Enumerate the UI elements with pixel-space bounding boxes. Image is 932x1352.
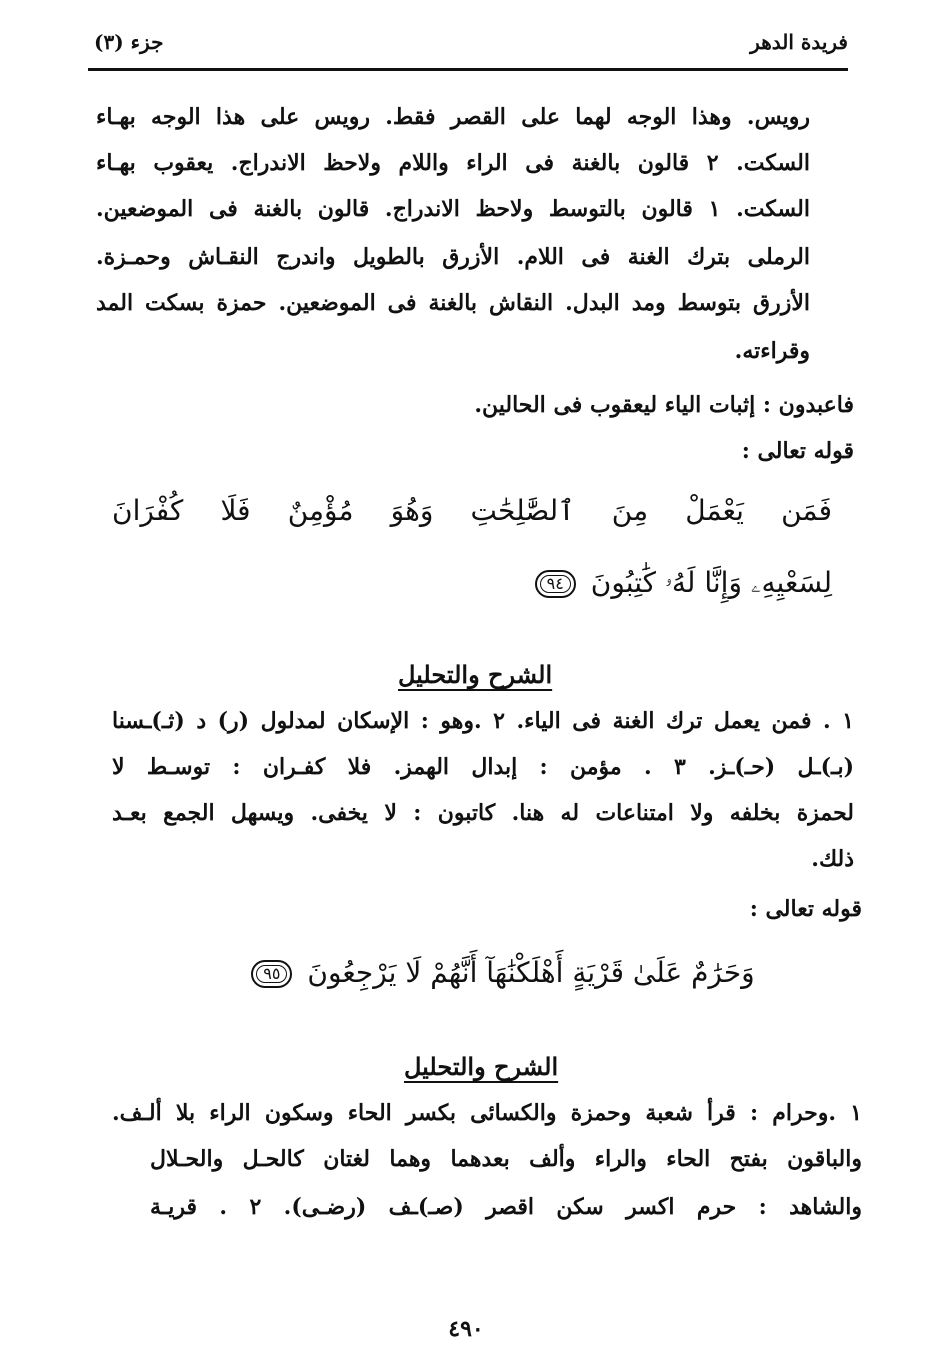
text-line: قوله تعالى : — [741, 438, 854, 464]
paragraph-1 — [96, 104, 810, 384]
text-line: ١ .وحرام : قرأ شعبة وحمزة والكسائى بكسر الحاء وسكون الراء بلا ألـف. — [112, 1100, 862, 1126]
verse-95-line-1 — [226, 956, 780, 989]
verse-94-text: لِسَعْيِهِۦ وَإِنَّا لَهُۥ كَٰتِبُونَ — [590, 566, 832, 599]
text-line: قوله تعالى : — [749, 896, 862, 922]
verse-94-line-2 — [478, 566, 832, 600]
text-line: السكت. ١ قالون بالتوسط ولاحظ الاندراج. قالون بالغنة فى الموضعين. — [96, 196, 810, 222]
verse-intro — [600, 438, 854, 474]
text-line: ذلك. — [811, 846, 854, 872]
page-number: ٤٩٠ — [448, 1316, 484, 1342]
text-line: فاعبدون : إثبات الياء ليعقوب فى الحالين. — [474, 392, 854, 418]
explanation-2 — [112, 1100, 862, 1240]
section-heading: الشرح والتحليل — [404, 1052, 559, 1081]
text-line: السكت. ٢ قالون بالغنة فى الراء واللام ولاحظ الاندراج. يعقوب بهـاء — [96, 150, 811, 176]
verse-94-line-1: فَمَن يَعْمَلْ مِنَ ٱلصَّٰلِحَٰتِ وَهُوَ مُؤْمِنٌ فَلَا كُفْرَانَ — [112, 494, 832, 527]
text-line: والشاهد : حرم اكسر سكن اقصر (صـ)ـف (رضـى). ٢ . قريـة — [150, 1194, 862, 1220]
verse-95-text: وَحَرَٰمٌ عَلَىٰ قَرْيَةٍ أَهْلَكْنَٰهَآ أَنَّهُمْ لَا يَرْجِعُونَ — [307, 956, 755, 989]
volume-label: جزء (٣) — [94, 30, 164, 54]
text-line: وقراءته. — [734, 338, 810, 364]
note-line — [400, 392, 854, 428]
verse-intro — [600, 896, 862, 932]
section-heading: الشرح والتحليل — [398, 660, 553, 689]
running-header — [88, 28, 848, 71]
text-line: والباقون بفتح الحاء والراء وألف بعدهما وهما لغتان كالحـل والحـلال — [150, 1146, 862, 1172]
book-title: فريدة الدهر — [750, 30, 848, 54]
ayah-number-marker: ٩٥ — [251, 960, 292, 988]
text-line: لحمزة بخلفه ولا امتناعات له هنا. كاتبون : لا يخفى. ويسهل الجمع بعـد — [112, 800, 854, 826]
text-line: ١ . فمن يعمل ترك الغنة فى الياء. ٢ .وهو : الإسكان لمدلول (ر) د (ثـ)ـسنا — [112, 708, 854, 734]
explanation-1 — [112, 708, 854, 888]
text-line: الرملى بترك الغنة فى اللام. الأزرق بالطويل واندرج النقـاش وحمـزة. — [96, 244, 810, 270]
text-line: (بـ)ـل (حـ)ـز. ٣ . مؤمن : إبدال الهمز. فلا كفـران : توسـط لا — [112, 754, 855, 780]
ayah-number-marker: ٩٤ — [535, 570, 576, 598]
text-line: رويس. وهذا الوجه لهما على القصر فقط. رويس على هذا الوجه بهـاء — [96, 104, 810, 130]
text-line: الأزرق بتوسط ومد البدل. النقاش بالغنة فى الموضعين. حمزة بسكت المد — [96, 290, 810, 316]
